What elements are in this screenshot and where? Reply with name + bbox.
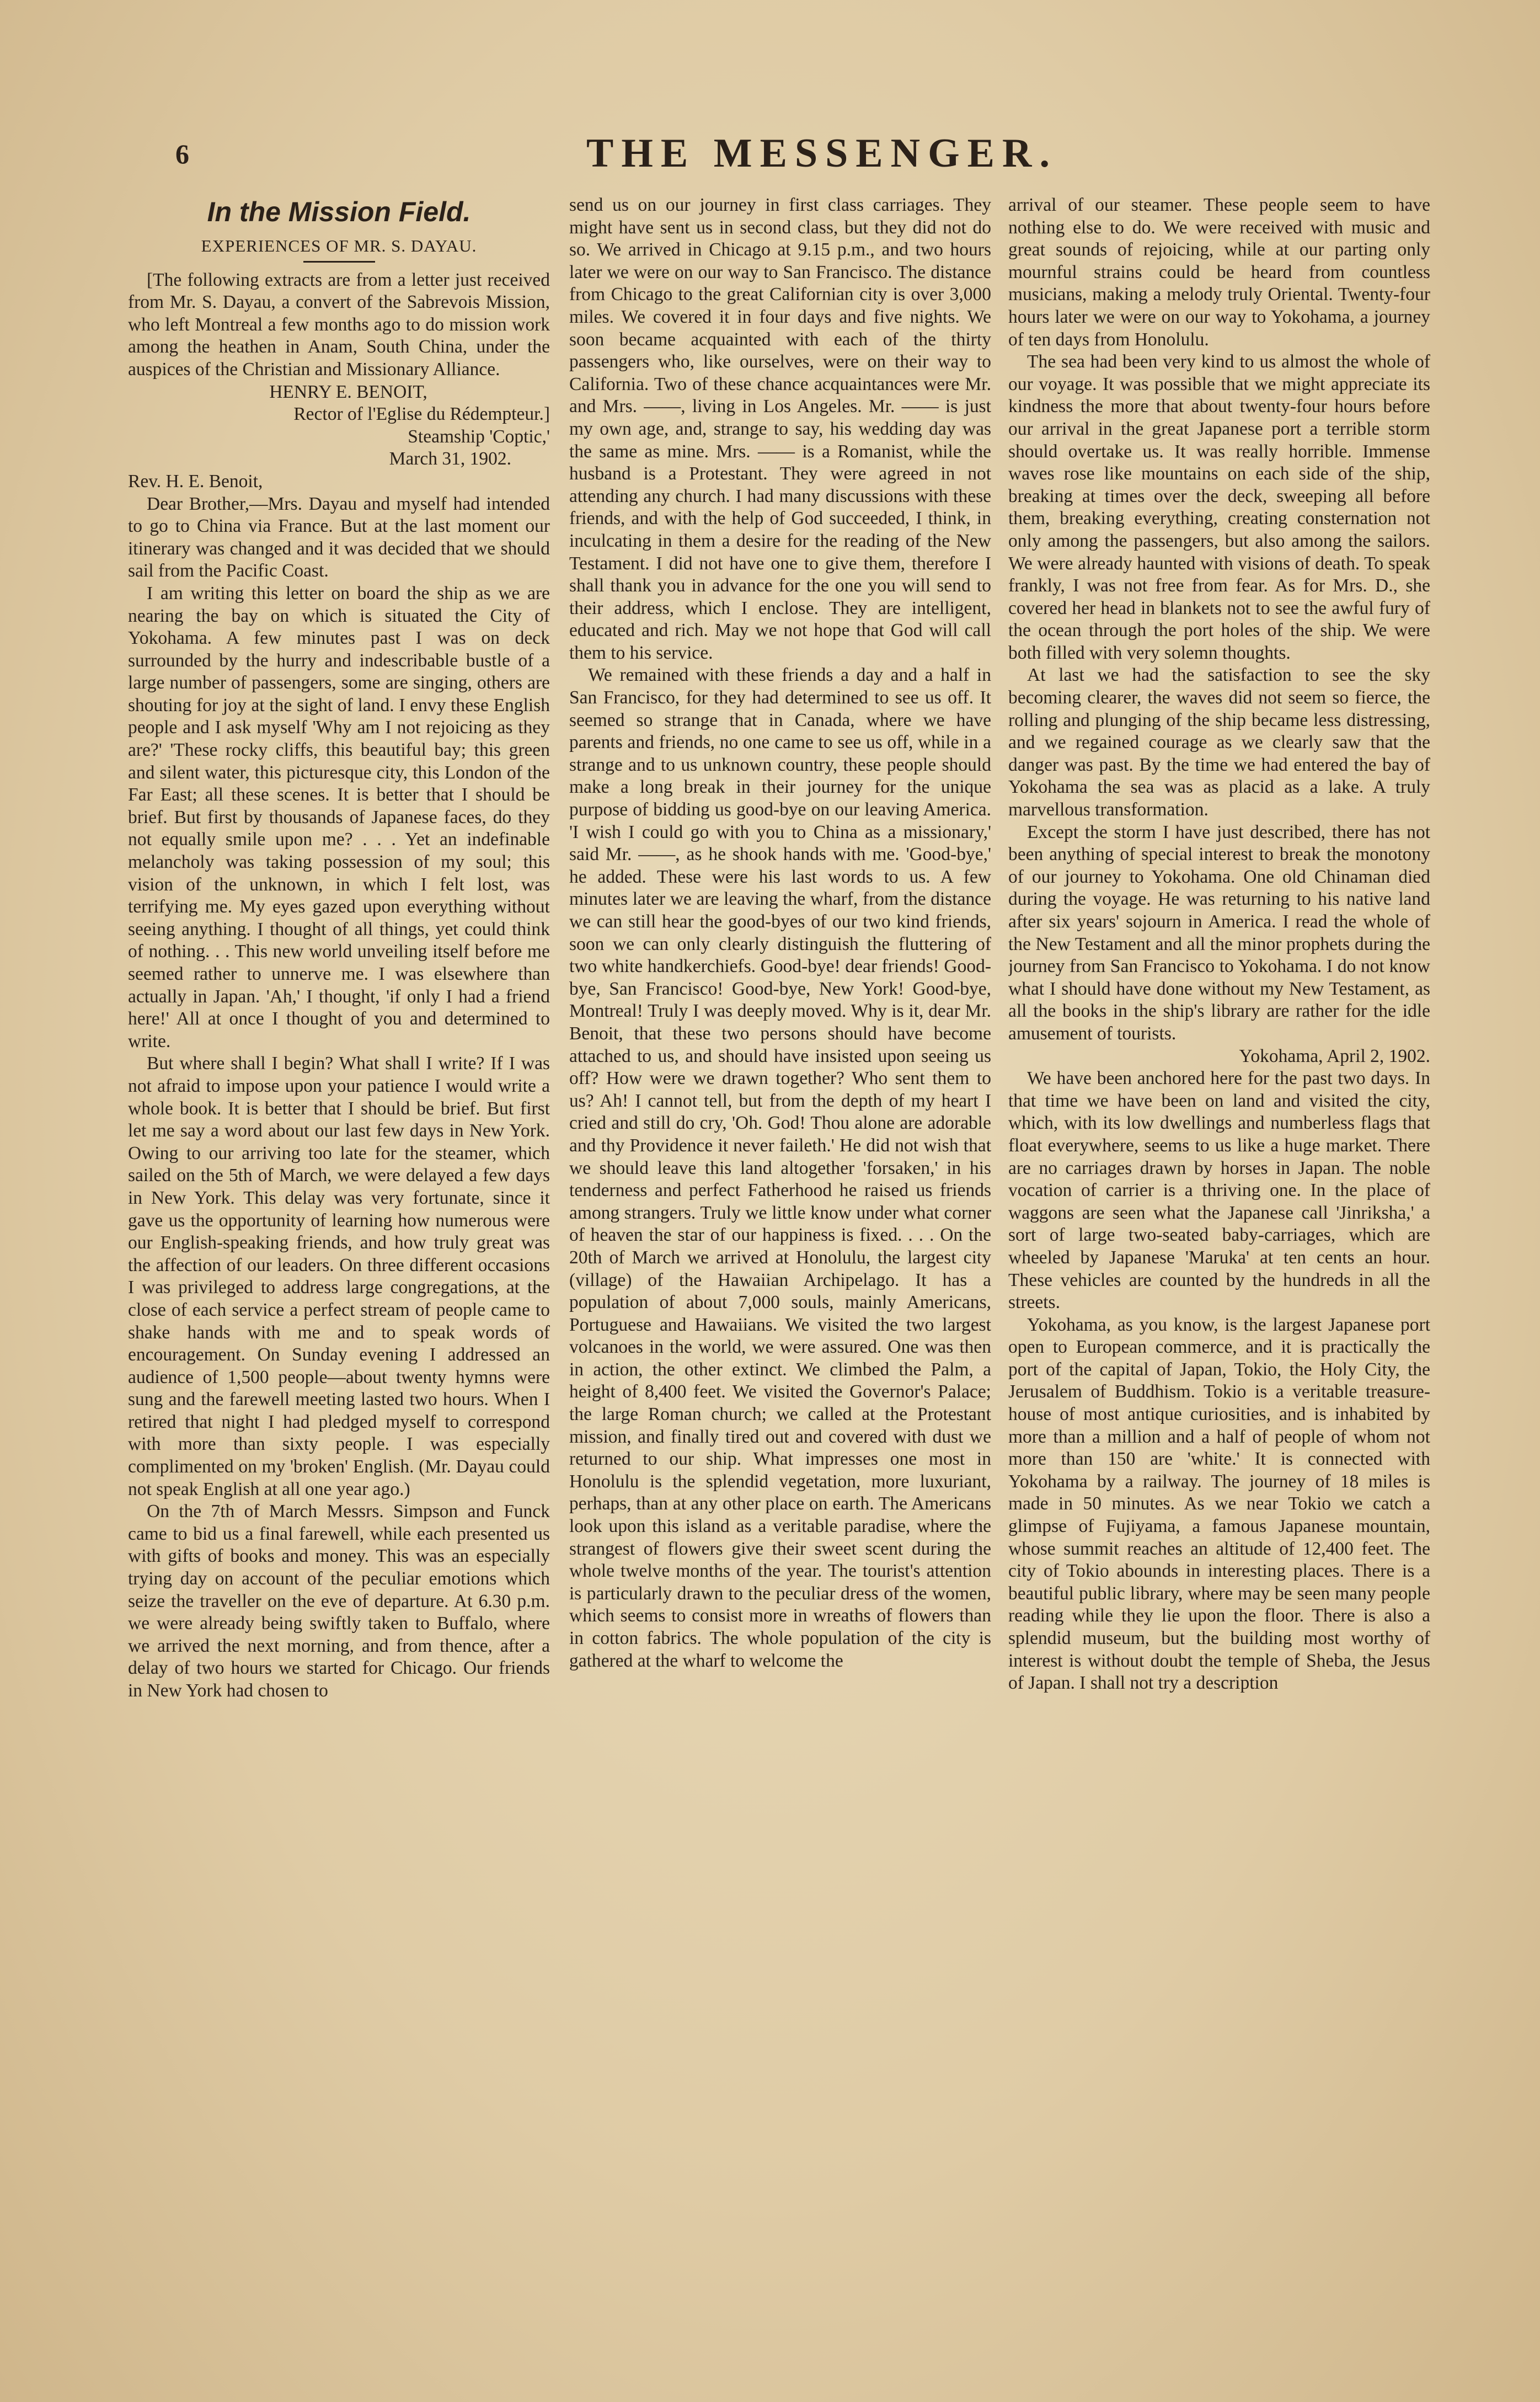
letter-place: Steamship 'Coptic,' — [408, 426, 550, 447]
intro-signature-title: Rector of l'Eglise du Rédempteur.] — [293, 404, 550, 425]
paragraph: arrival of our steamer. These people seem to have nothing else to do. We were received with music and great sounds of rejoicing, while at our parting only mournful strains could be heard from countless musicians, making a melody truly Oriental. Twenty-four hours later we were on our way to Yokohama, a journey of ten days from Honolulu. — [1008, 195, 1430, 350]
letter-salutation: Rev. H. E. Benoit, — [128, 471, 263, 492]
paragraph: send us on our journey in first class carriages. They might have sent us in second class, but they did not do so. We arrived in Chicago at 9.15 p.m., and two hours later we were on our way to San Francisco. The distance from Chicago to the great Californian city is over 3,000 miles. We covered it in four days and five nights. We soon became acquainted with each of the thirty passengers who, like ourselves, were on their way to California. Two of these chance acquaintances were Mr. and Mrs. ——, living in Los Angeles. Mr. —— is just my own age, and, strange to say, his wedding day was the same as mine. Mrs. —— is a Romanist, while the husband is a Protestant. They were agreed in not attending any church. I had many discussions with these friends, and with the help of God succeeded, I think, in inculcating in them a desire for the reading of the New Testament. I did not have one to give them, therefore I shall thank you in advance for the one you will send to their address, which I enclose. They are intelligent, educated and rich. May we not hope that God will call them to his service. — [569, 195, 991, 663]
paragraph: The sea had been very kind to us almost the whole of our voyage. It was possible that we might appreciate its kindness the more that about twenty-four hours before our arrival in the great Japanese port a terrible storm should overtake us. It was really horrible. Immense waves rose like mountains on each side of the ship, breaking at times over the deck, sweeping all before them, breaking everything, creating consternation not only among the passengers, but also among the sailors. We were already haunted with visions of death. To speak frankly, I was not free from fear. As for Mrs. D., she covered her head in blankets not to see the awful fury of the ocean through the port holes of the ship. We were both filled with very solemn thoughts. — [1008, 351, 1430, 663]
paragraph: Dear Brother,—Mrs. Dayau and myself had intended to go to China via France. But at the last moment our itinerary was changed and it was decided that we should sail from the Pacific Coast. — [128, 493, 550, 581]
column-2 — [569, 194, 991, 2346]
paragraph: Except the storm I have just described, there has not been anything of special interest to break the monotony of our journey to Yokohama. One old Chinaman died during the voyage. He was returning to his native land after six years' sojourn in America. I read the whole of the New Testament and all the minor prophets during the journey from San Francisco to Yokohama. I do not know what I should have done without my New Testament, as all the books in the ship's library are rather for the idle amusement of tourists. — [1008, 821, 1430, 1044]
paragraph: But where shall I begin? What shall I write? If I was not afraid to impose upon your patience I would write a whole book. It is better that I should be brief. But first let me say a word about our last few days in New York. Owing to our arriving too late for the steamer, which sailed on the 5th of March, we were delayed a few days in New York. This delay was very fortunate, since it gave us the opportunity of learning how numerous were our English-speaking friends, and how truly great was the affection of our leaders. On three different occasions I was privileged to address large congregations, at the close of each service a perfect stream of people came to shake hands with me and to speak words of encouragement. On Sunday evening I addressed an audience of 1,500 people—about twenty hymns were sung and the farewell meeting lasted two hours. When I retired that night I had pledged myself to correspond with more than sixty people. I was especially complimented on my 'broken' English. (Mr. Dayau could not speak English at all one year ago.) — [128, 1053, 550, 1499]
paragraph: I am writing this letter on board the ship as we are nearing the bay on which is situated the City of Yokohama. A few minutes past I was on deck surrounded by the hurry and indescribable bustle of a large number of passengers, some are singing, others are shouting for joy at the sight of land. I envy these English people and I ask myself 'Why am I not rejoicing as they are?' 'These rocky cliffs, this beautiful bay; this green and silent water, this picturesque city, this London of the Far East; all these scenes. It is better that I should be brief. But first by thousands of Japanese faces, do they not equally smile upon me? . . . Yet an indefinable melancholy was taking possession of my soul; this vision of the unknown, in which I felt lost, was terrifying me. My eyes gazed upon everything without seeing anything. I thought of all things, yet could think of nothing. . . This new world unveiling itself before me seemed rather to unnerve me. I was elsewhere than actually in Japan. 'Ah,' I thought, 'if only I had a friend here!' All at once I thought of you and determined to write. — [128, 583, 550, 1051]
intro-signature: HENRY E. BENOIT, — [269, 381, 427, 402]
letter-date: March 31, 1902. — [389, 449, 511, 469]
dateline: Yokohama, April 2, 1902. — [1239, 1045, 1430, 1066]
paragraph: At last we had the satisfaction to see the sky becoming clearer, the waves did not seem so fierce, the rolling and plunging of the ship became less distressing, and we regained courage as we clearly saw that the danger was past. By the time we had entered the bay of Yokohama the sea was as placid as a lake. A truly marvellous transformation. — [1008, 665, 1430, 820]
editor-intro: [The following extracts are from a letter just received from Mr. S. Dayau, a convert of the Sabrevois Mission, who left Montreal a few months ago to do mission work among the heathen in Anam, South China, under the auspices of the Christian and Missionary Alliance. — [128, 269, 550, 380]
divider-rule — [303, 261, 375, 263]
column-3 — [1008, 194, 1430, 2346]
newspaper-title: THE MESSENGER. — [586, 131, 1057, 176]
article-heading: In the Mission Field. — [207, 196, 471, 227]
article-subheading: EXPERIENCES OF MR. S. DAYAU. — [201, 236, 477, 255]
paragraph: Yokohama, as you know, is the largest Japanese port open to European commerce, and it is practically the port of the capital of Japan, Tokio, the Holy City, the Jerusalem of Buddhism. Tokio is a veritable treasure-house of most antique curiosities, and is inhabited by more than a million and a half of people of whom not more than 150 are 'white.' It is connected with Yokohama by a railway. The journey of 18 miles is made in 50 minutes. As we near Tokio we catch a glimpse of Fujiyama, a famous Japanese mountain, whose summit reaches an altitude of 12,400 feet. The city of Tokio abounds in interesting places. There is a beautiful public library, where may be seen many people reading while they lie upon the floor. There is also a splendid museum, but the building most worthy of interest is without doubt the temple of Sheba, the Jesus of Japan. I shall not try a description — [1008, 1314, 1430, 1694]
paragraph: We remained with these friends a day and a half in San Francisco, for they had determined to see us off. It seemed so strange that in Canada, where we have parents and friends, no one came to see us off, while in a strange and to us unknown country, these people should make a long break in their journey for the unique purpose of bidding us good-bye on our leaving America. 'I wish I could go with you to China as a missionary,' said Mr. ——, as he shook hands with me. 'Good-bye,' he added. These were his last words to us. A few minutes later we are leaving the wharf, from the distance we can still hear the good-byes of our two kind friends, soon we can only clearly distinguish the fluttering of two white handkerchiefs. Good-bye! dear friends! Good-bye, San Francisco! Good-bye, New York! Good-bye, Montreal! Truly I was deeply moved. Why is it, dear Mr. Benoit, that these two persons should have become attached to us, and should have insisted upon seeing us off? How were we drawn together? Who sent them to us? Ah! I cannot tell, but from the depth of my heart I cried and still do cry, 'Oh. God! Thou alone are adorable and thy Providence it never faileth.' He did not wish that we should leave this land altogether 'forsaken,' in his tenderness and perfect Fatherhood he raised us friends among strangers. Truly we little know under what corner of heaven the star of our happiness is fixed. . . . On the 20th of March we arrived at Honolulu, the largest city (village) of the Hawaiian Archipelago. It has a population of about 7,000 souls, mainly Americans, Portuguese and Hawaiians. We visited the two largest volcanoes in the world, we were assured. One was then in action, the other extinct. We climbed the Palm, a height of 8,400 feet. We visited the Governor's Palace; the large Roman church; we called at the Protestant mission, and finally tired out and covered with dust we returned to our ship. What impresses one most in Honolulu is the splendid vegetation, more luxuriant, perhaps, than at any other place on earth. The Americans look upon this island as a veritable paradise, where the strangest of flowers give their sweet scent during the whole twelve months of the year. The tourist's attention is particularly drawn to the peculiar dress of the women, which seems to consist more in wreaths of flowers than in cotton fabrics. The whole population of the city is gathered at the wharf to welcome the — [569, 665, 991, 1671]
column-1 — [128, 194, 550, 2346]
paragraph: On the 7th of March Messrs. Simpson and Funck came to bid us a final farewell, while each presented us with gifts of books and money. This was an especially trying day on account of the peculiar emotions which seize the traveller on the eve of departure. At 6.30 p.m. we were already being swiftly taken to Buffalo, where we arrived the next morning, and from thence, after a delay of two hours we started for Chicago. Our friends in New York had chosen to — [128, 1501, 550, 1701]
paragraph: We have been anchored here for the past two days. In that time we have been on land and visited the city, which, with its low dwellings and numberless flags that float everywhere, seems to us like a huge market. There are no carriages drawn by horses in Japan. The noble vocation of carrier is a thriving one. In the place of waggons are seen what the Japanese call 'Jinriksha,' a sort of large two-seated baby-carriages, which are wheeled by Japanese 'Maruka' at ten cents an hour. These vehicles are counted by the hundreds in all the streets. — [1008, 1068, 1430, 1313]
masthead — [0, 130, 1540, 191]
page-number: 6 — [175, 138, 189, 169]
